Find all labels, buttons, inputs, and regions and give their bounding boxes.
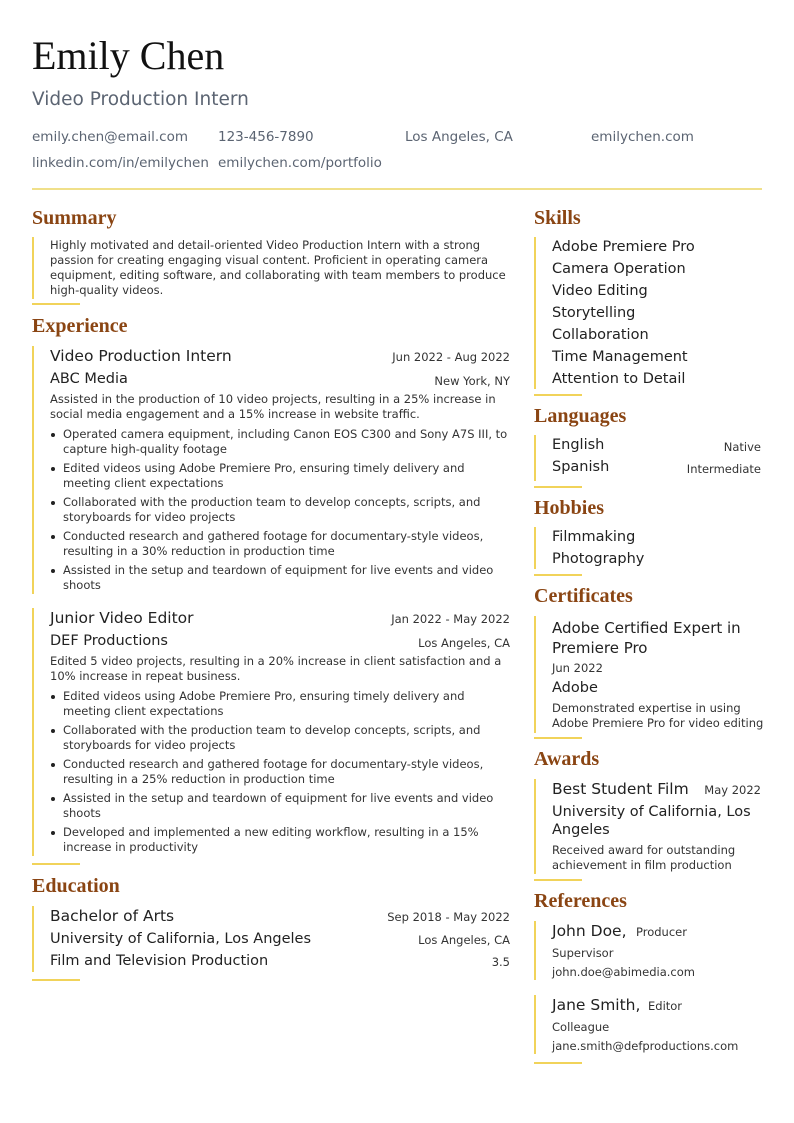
bullet-item: [50, 461, 510, 491]
bullet-item: [50, 723, 510, 753]
bullet-text: Collaborated with the production team to develop concepts, scripts, and storyboards for video projects: [63, 495, 481, 524]
reference-2-accent-bar: [534, 995, 536, 1054]
summary-accent-bar: [32, 237, 34, 299]
awards-accent-bar: [534, 779, 536, 874]
reference-position: Editor: [648, 999, 683, 1013]
job-1-dates: Jun 2022 - Aug 2022: [392, 350, 510, 364]
job-2-title: Junior Video Editor: [50, 609, 194, 627]
bullet-dot: [51, 729, 55, 733]
candidate-name: Emily Chen: [32, 33, 225, 78]
skills-underline: [534, 394, 582, 396]
bullet-text: Assisted in the setup and teardown of equipment for live events and video shoots: [63, 563, 494, 592]
award-description: Received award for outstanding achievement in film production: [552, 843, 736, 872]
bullet-text: Assisted in the setup and teardown of equipment for live events and video shoots: [63, 791, 494, 820]
education-accent-bar: [32, 906, 34, 972]
bullet-item: [50, 689, 510, 719]
award-issuer: University of California, Los Angeles: [552, 804, 751, 838]
reference-1-accent-bar: [534, 921, 536, 980]
certificate-issuer: Adobe: [552, 680, 598, 696]
bullet-dot: [51, 501, 55, 505]
certificate-description: Demonstrated expertise in using Adobe Premiere Pro for video editing: [552, 701, 764, 730]
job-2-location: Los Angeles, CA: [418, 636, 510, 650]
language-name: English: [552, 437, 605, 453]
education-underline: [32, 979, 80, 981]
hobby-item: Filmmaking: [552, 529, 636, 545]
header-divider: [32, 188, 762, 190]
education-degree: Bachelor of Arts: [50, 907, 175, 925]
certificates-heading: Certificates: [534, 585, 633, 607]
bullet-dot: [51, 695, 55, 699]
bullet-item: [50, 495, 510, 525]
bullet-text: Collaborated with the production team to develop concepts, scripts, and storyboards for video projects: [63, 723, 481, 752]
job-2-bullets: [50, 689, 510, 859]
education-location: Los Angeles, CA: [418, 933, 510, 947]
award-date: May 2022: [704, 783, 761, 797]
skill-item: Attention to Detail: [552, 371, 686, 387]
reference-position: Producer: [636, 925, 687, 939]
bullet-item: [50, 427, 510, 457]
bullet-text: Edited videos using Adobe Premiere Pro, ensuring timely delivery and meeting client expectations: [63, 461, 465, 490]
job-1-title: Video Production Intern: [50, 347, 232, 365]
candidate-role: Video Production Intern: [32, 89, 249, 110]
job-1-bullets: [50, 427, 510, 597]
references-heading: References: [534, 890, 627, 912]
education-heading: Education: [32, 875, 120, 897]
bullet-text: Conducted research and gathered footage for documentary-style videos, resulting in a 25% reduction in production time: [63, 757, 484, 786]
bullet-text: Conducted research and gathered footage for documentary-style videos, resulting in a 30% reduction in production time: [63, 529, 484, 558]
languages-underline: [534, 486, 582, 488]
hobbies-underline: [534, 574, 582, 576]
language-name: Spanish: [552, 459, 610, 475]
bullet-item: [50, 529, 510, 559]
reference-email[interactable]: jane.smith@defproductions.com: [552, 1039, 739, 1053]
bullet-item: [50, 825, 510, 855]
job-2-summary: Edited 5 video projects, resulting in a 20% increase in client satisfaction and a 10% increase in repeat business.: [50, 654, 502, 683]
reference-name: John Doe,: [552, 922, 627, 940]
summary-underline: [32, 303, 80, 305]
languages-heading: Languages: [534, 405, 627, 427]
bullet-item: [50, 563, 510, 593]
job-2-accent-bar: [32, 608, 34, 856]
bullet-dot: [51, 433, 55, 437]
summary-heading: Summary: [32, 207, 117, 229]
certificates-accent-bar: [534, 616, 536, 733]
skill-item: Storytelling: [552, 305, 636, 321]
contact-phone[interactable]: 123-456-7890: [218, 129, 314, 145]
bullet-item: [50, 791, 510, 821]
hobbies-heading: Hobbies: [534, 497, 605, 519]
education-dates: Sep 2018 - May 2022: [387, 910, 510, 924]
reference-relation: Supervisor: [552, 946, 614, 960]
contact-website[interactable]: emilychen.com: [591, 129, 694, 145]
education-gpa: 3.5: [491, 955, 510, 969]
job-1-location: New York, NY: [434, 374, 510, 388]
skill-item: Adobe Premiere Pro: [552, 239, 695, 255]
skill-item: Collaboration: [552, 327, 649, 343]
skills-heading: Skills: [534, 207, 581, 229]
summary-text: Highly motivated and detail-oriented Video Production Intern with a strong passion for creating engaging visual content. Proficient in operating camera equipment, editing software, and collaborating with team members to produce high-quality videos.: [50, 238, 506, 297]
contact-linkedin[interactable]: linkedin.com/in/emilychen: [32, 155, 209, 171]
skill-item: Camera Operation: [552, 261, 686, 277]
job-1-company: ABC Media: [50, 371, 128, 387]
language-level: Native: [723, 440, 761, 454]
bullet-dot: [51, 797, 55, 801]
awards-heading: Awards: [534, 748, 600, 770]
job-1-summary: Assisted in the production of 10 video projects, resulting in a 25% increase in social media engagement and a 15% increase in website traffic.: [50, 392, 496, 421]
skill-item: Time Management: [552, 349, 688, 365]
skill-item: Video Editing: [552, 283, 648, 299]
hobby-item: Photography: [552, 551, 645, 567]
certificate-name: Adobe Certified Expert in Premiere Pro: [552, 619, 741, 657]
contact-location: Los Angeles, CA: [405, 129, 513, 145]
bullet-dot: [51, 467, 55, 471]
experience-underline: [32, 863, 80, 865]
bullet-text: Developed and implemented a new editing workflow, resulting in a 15% increase in productivity: [63, 825, 479, 854]
bullet-dot: [51, 763, 55, 767]
education-field: Film and Television Production: [50, 953, 269, 969]
certificates-underline: [534, 737, 582, 739]
award-name: Best Student Film: [552, 780, 689, 798]
awards-underline: [534, 879, 582, 881]
bullet-dot: [51, 569, 55, 573]
job-2-dates: Jan 2022 - May 2022: [391, 612, 510, 626]
language-level: Intermediate: [686, 462, 761, 476]
education-school: University of California, Los Angeles: [50, 931, 312, 947]
bullet-dot: [51, 831, 55, 835]
bullet-text: Operated camera equipment, including Canon EOS C300 and Sony A7S III, to capture high-quality footage: [63, 427, 508, 456]
job-2-company: DEF Productions: [50, 633, 168, 649]
skills-accent-bar: [534, 237, 536, 389]
languages-accent-bar: [534, 435, 536, 481]
contact-email[interactable]: emily.chen@email.com: [32, 129, 189, 145]
certificate-date: Jun 2022: [552, 661, 603, 675]
reference-email[interactable]: john.doe@abimedia.com: [552, 965, 695, 979]
reference-name: Jane Smith,: [552, 996, 641, 1014]
bullet-item: [50, 757, 510, 787]
reference-relation: Colleague: [552, 1020, 610, 1034]
bullet-text: Edited videos using Adobe Premiere Pro, ensuring timely delivery and meeting client expectations: [63, 689, 465, 718]
hobbies-accent-bar: [534, 527, 536, 569]
job-1-accent-bar: [32, 346, 34, 594]
bullet-dot: [51, 535, 55, 539]
contact-portfolio[interactable]: emilychen.com/portfolio: [218, 155, 382, 171]
references-underline: [534, 1062, 582, 1064]
experience-heading: Experience: [32, 315, 128, 337]
